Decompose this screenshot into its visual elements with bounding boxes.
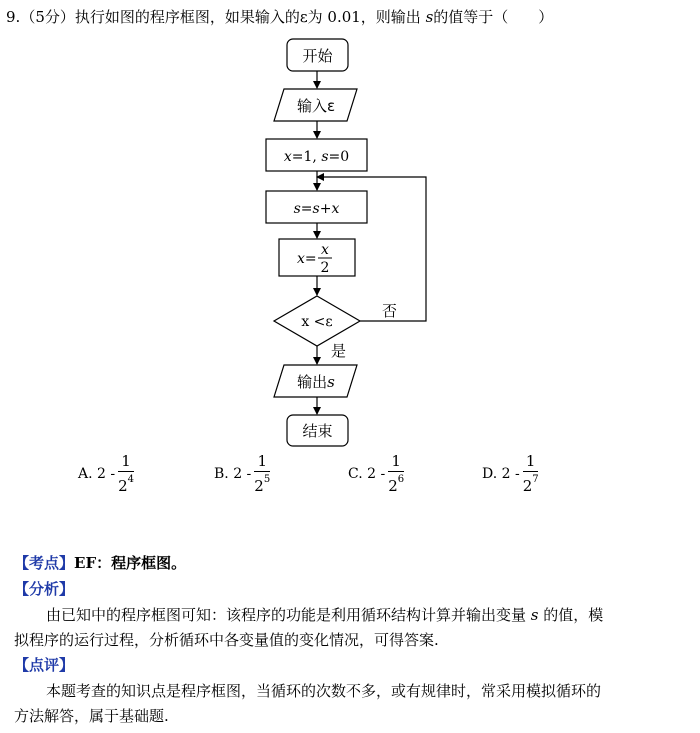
input-label: 输入ε xyxy=(296,97,336,115)
option-b-base: 2 - xyxy=(233,466,252,482)
fenxi-line-1: 由已知中的程序框图可知：该程序的功能是利用循环结构计算并输出变量 s 的值，模 xyxy=(46,606,604,624)
option-a-letter: A. xyxy=(78,466,93,482)
option-b-letter: B. xyxy=(214,466,229,482)
update-s-label: s=s+x xyxy=(293,201,340,217)
option-c[interactable] xyxy=(348,454,404,494)
init-x: x xyxy=(283,149,292,165)
update-x-box xyxy=(279,239,355,276)
init-label xyxy=(284,149,349,165)
option-a-base: 2 - xyxy=(97,466,116,482)
init-mid: =1, xyxy=(291,149,322,165)
option-a[interactable] xyxy=(78,454,134,494)
yes-label: 是 xyxy=(331,342,347,360)
update-x-den: 2 xyxy=(320,260,330,276)
fenxi-label: 【分析】 xyxy=(14,580,75,598)
condition-label: x <ε xyxy=(301,314,333,330)
option-d-base: 2 - xyxy=(501,466,520,482)
question-number: 9. xyxy=(6,8,21,26)
no-label: 否 xyxy=(382,302,398,320)
option-d[interactable] xyxy=(482,454,539,494)
question-text-end: 的值等于（ ） xyxy=(433,8,554,26)
option-a-fraction: $\frac{1}{2^4}$ xyxy=(118,452,135,495)
update-x-num: x xyxy=(321,242,329,258)
output-label: 输出s xyxy=(297,373,335,391)
option-b-fraction: $\frac{1}{2^5}$ xyxy=(254,452,271,495)
kaodian-line xyxy=(14,552,186,573)
option-b[interactable] xyxy=(214,454,270,494)
option-d-fraction: $\frac{1}{2^7}$ xyxy=(522,452,539,495)
dianping-line-1: 本题考查的知识点是程序框图，当循环的次数不多，或有规律时，常采用模拟循环的 xyxy=(46,682,602,700)
init-s: s xyxy=(321,149,329,165)
option-c-base: 2 - xyxy=(367,466,386,482)
question-var-s: s xyxy=(425,8,434,26)
dianping-label: 【点评】 xyxy=(14,656,75,674)
update-x-lhs: x= xyxy=(297,251,317,267)
option-c-fraction: $\frac{1}{2^6}$ xyxy=(388,452,405,495)
kaodian-text: EF：程序框图。 xyxy=(74,554,187,572)
kaodian-label: 【考点】 xyxy=(14,554,75,572)
question-text: 执行如图的程序框图，如果输入的ε为 0.01，则输出 xyxy=(74,8,421,26)
start-label: 开始 xyxy=(302,47,333,65)
init-end: =0 xyxy=(328,149,350,165)
question-score: （5分） xyxy=(20,8,75,26)
dianping-line-2: 方法解答，属于基础题. xyxy=(14,707,169,725)
end-label: 结束 xyxy=(302,422,333,440)
fenxi-line-2: 拟程序的运行过程，分析循环中各变量值的变化情况，可得答案. xyxy=(14,631,439,649)
option-d-letter: D. xyxy=(482,466,498,482)
option-c-letter: C. xyxy=(348,466,363,482)
